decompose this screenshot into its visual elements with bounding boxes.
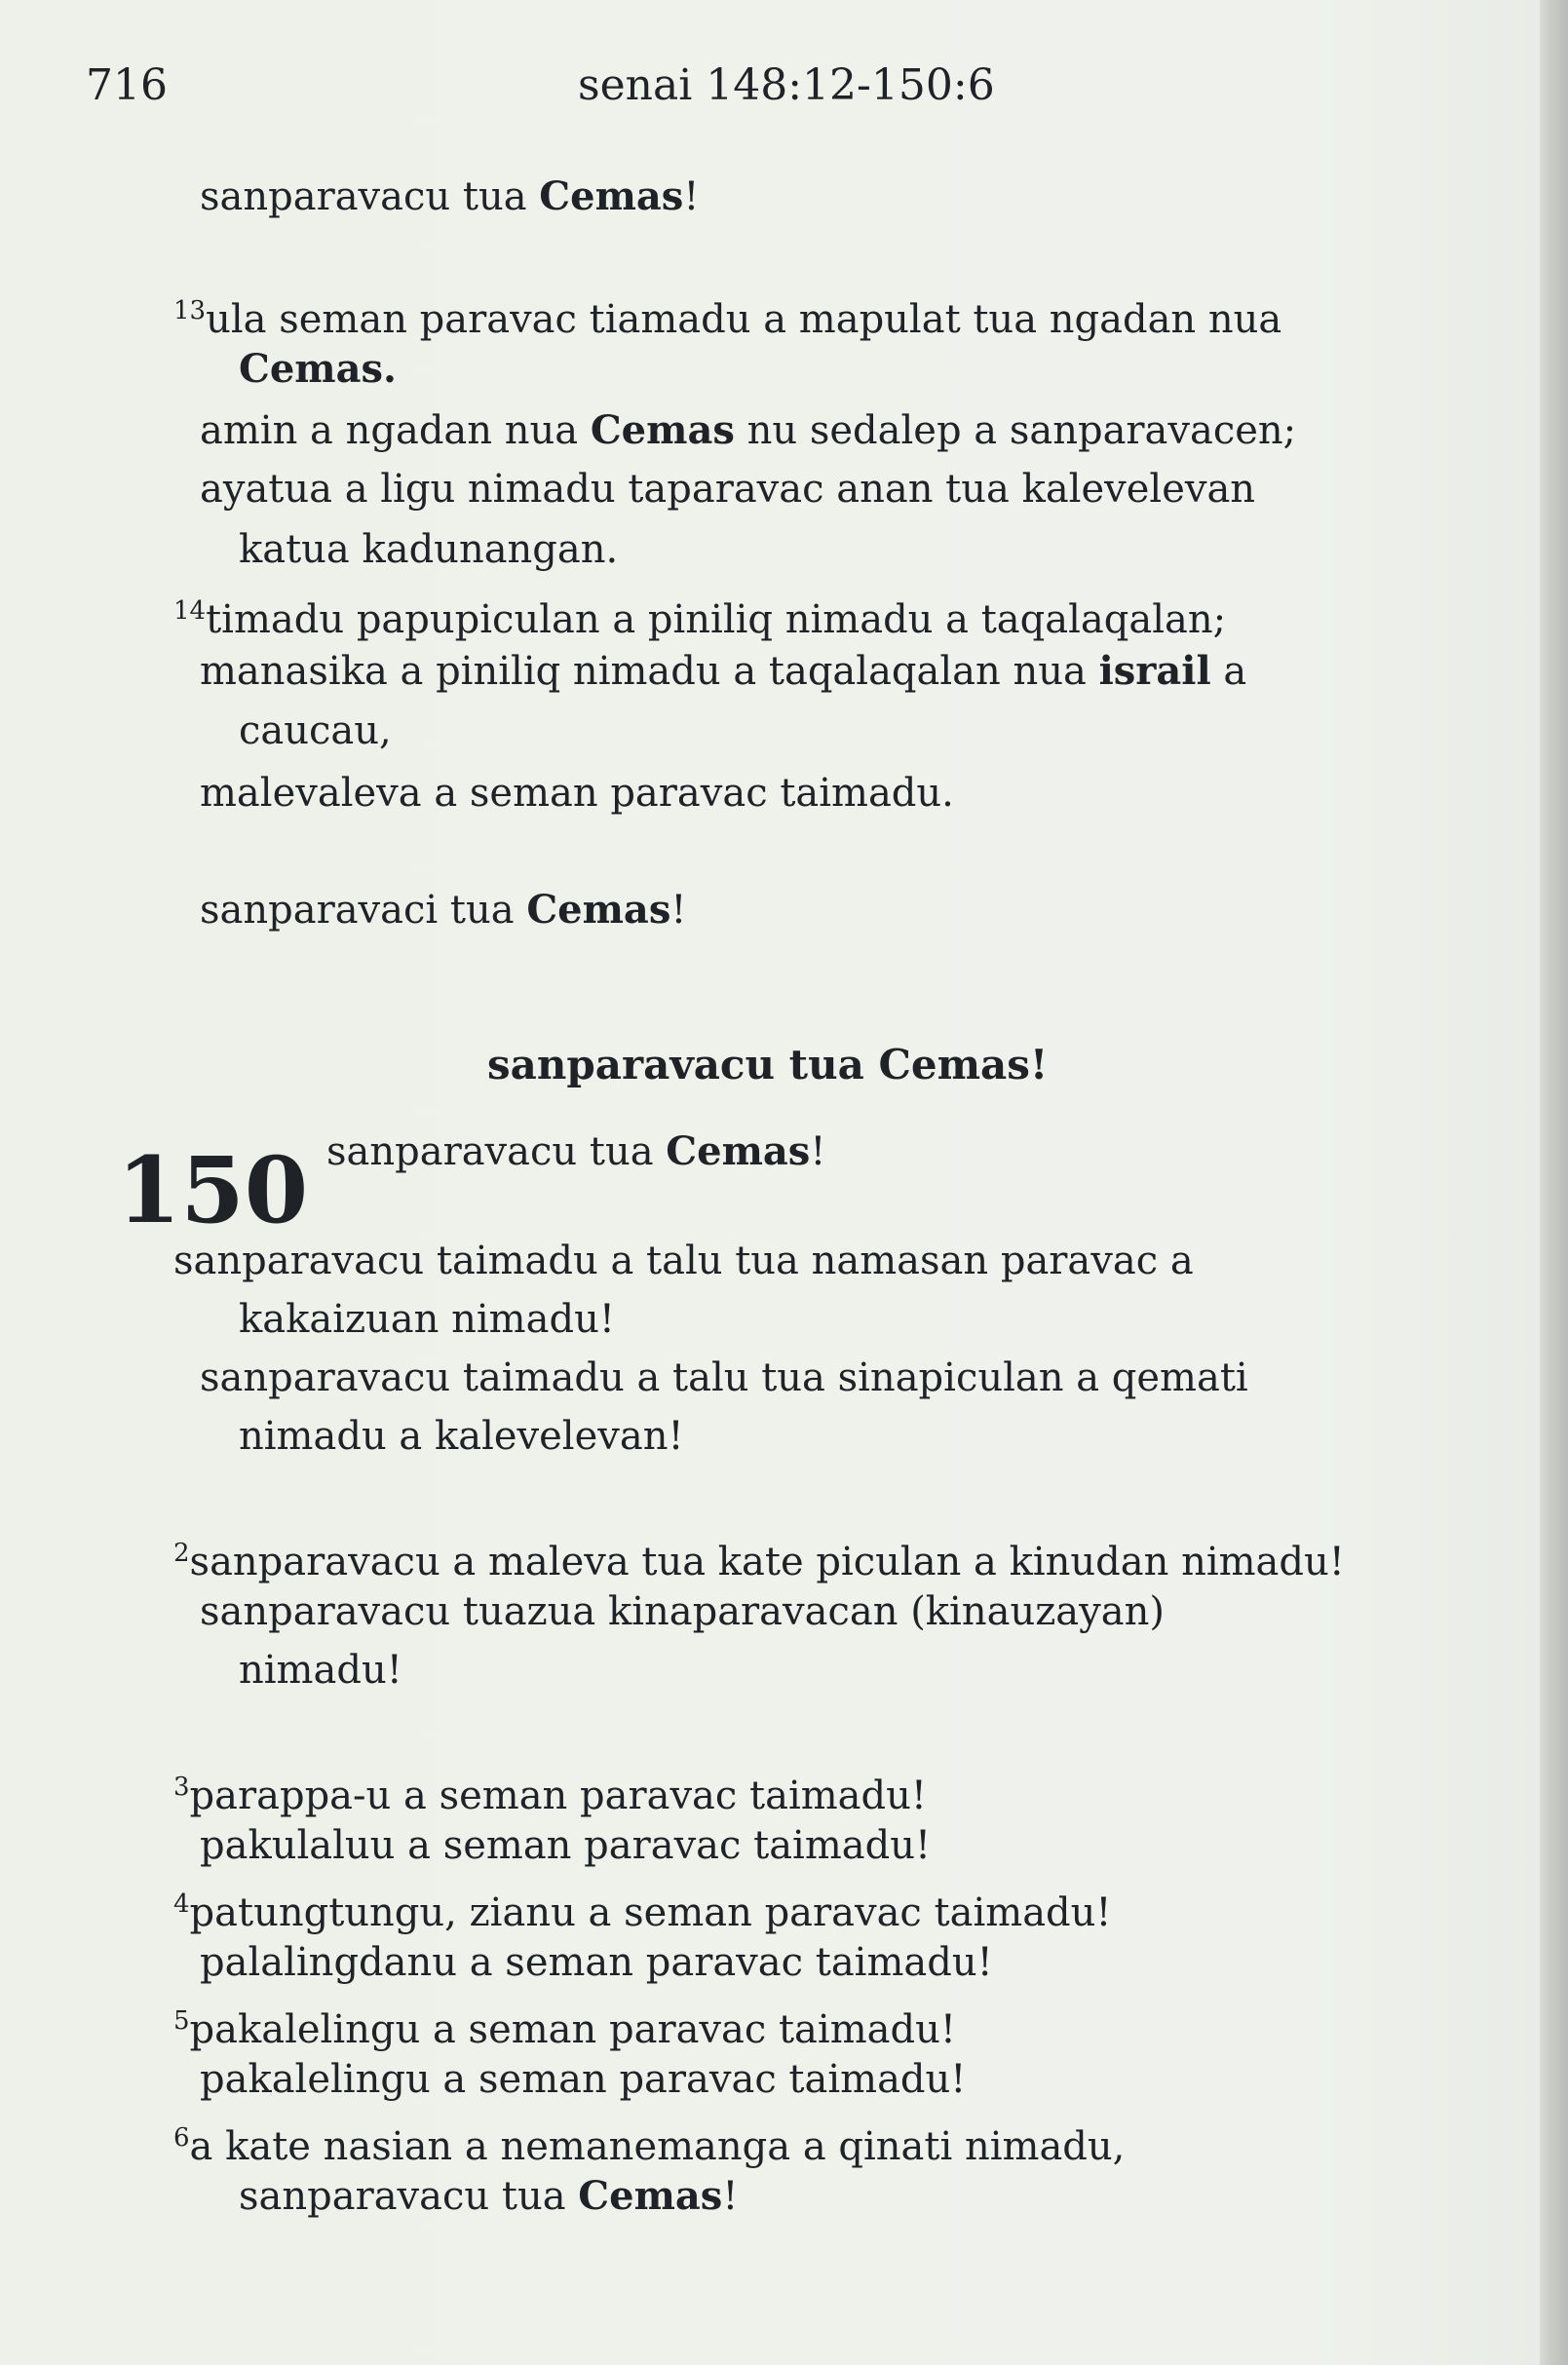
verse-line bbox=[200, 173, 699, 220]
verse-number: 4 bbox=[173, 1889, 190, 1919]
verse-text: katua kadunangan. bbox=[239, 527, 619, 572]
verse-text: nimadu a kalevelevan! bbox=[239, 1414, 684, 1459]
verse-line bbox=[200, 2056, 966, 2103]
bold-word: Cemas bbox=[578, 2173, 723, 2219]
verse-line bbox=[173, 287, 1281, 343]
verse-line bbox=[173, 1238, 1194, 1284]
verse-text: sanparavaci tua bbox=[200, 888, 527, 933]
verse-line bbox=[200, 1822, 931, 1869]
verse-text: a kate nasian a nemanemanga a qinati nimadu, bbox=[189, 2124, 1126, 2169]
verse-text: ! bbox=[810, 1129, 826, 1174]
verse-text: ayatua a ligu nimadu taparavac anan tua kalevelevan bbox=[200, 467, 1256, 512]
verse-text: pakalelingu a seman paravac taimadu! bbox=[200, 2057, 967, 2102]
verse-text: ! bbox=[722, 2174, 739, 2219]
verse-line bbox=[200, 887, 686, 934]
verse-line bbox=[200, 407, 1296, 454]
verse-text: timadu papupiculan a piniliq nimadu a taqalaqalan; bbox=[206, 597, 1227, 642]
verse-number: 3 bbox=[173, 1773, 190, 1802]
verse-text: sanparavacu tua bbox=[239, 2174, 579, 2219]
verse-text: nimadu! bbox=[239, 1648, 402, 1693]
verse-line bbox=[200, 1939, 993, 1986]
verse-line bbox=[326, 1128, 825, 1175]
verse-text: malevaleva a seman paravac taimadu. bbox=[200, 771, 954, 816]
verse-line bbox=[173, 588, 1226, 643]
verse-line bbox=[173, 2115, 1125, 2170]
verse-number: 2 bbox=[173, 1539, 190, 1568]
bold-word: Cemas. bbox=[239, 346, 397, 392]
verse-text: caucau, bbox=[239, 708, 392, 753]
verse-line bbox=[239, 2173, 738, 2220]
running-head: senai 148:12-150:6 bbox=[578, 60, 995, 110]
bold-word: Cemas bbox=[666, 1128, 811, 1174]
verse-number: 13 bbox=[173, 296, 207, 325]
verse-text: pakalelingu a seman paravac taimadu! bbox=[189, 2007, 956, 2052]
verse-line bbox=[200, 770, 954, 817]
verse-text: kakaizuan nimadu! bbox=[239, 1297, 615, 1342]
verse-text: sanparavacu tua bbox=[326, 1129, 667, 1174]
verse-text: a bbox=[1210, 649, 1247, 694]
verse-text: nu sedalep a sanparavacen; bbox=[734, 408, 1297, 453]
verse-line bbox=[239, 1647, 402, 1694]
bold-word: Cemas bbox=[539, 173, 684, 219]
bold-word: Cemas bbox=[590, 407, 735, 453]
verse-text: parappa-u a seman paravac taimadu! bbox=[189, 1774, 927, 1818]
bold-word: israil bbox=[1098, 648, 1211, 694]
verse-text: sanparavacu a maleva tua kate piculan a kinudan nimadu! bbox=[189, 1540, 1345, 1584]
verse-text: manasika a piniliq nimadu a taqalaqalan nua bbox=[200, 649, 1099, 694]
verse-number: 14 bbox=[173, 596, 207, 626]
verse-text: patungtungu, zianu a seman paravac taimadu! bbox=[189, 1890, 1112, 1935]
verse-text: ! bbox=[670, 888, 687, 933]
psalm-heading: sanparavacu tua Cemas! bbox=[487, 1041, 1049, 1088]
verse-number: 5 bbox=[173, 2006, 190, 2036]
verse-text: sanparavacu tuazua kinaparavacan (kinauzayan) bbox=[200, 1589, 1165, 1634]
page-header bbox=[86, 60, 1431, 119]
page-edge bbox=[1540, 0, 1568, 2365]
verse-line bbox=[200, 466, 1255, 513]
verse-text: sanparavacu tua bbox=[200, 174, 540, 219]
verse-line bbox=[173, 1764, 927, 1819]
bold-word: Cemas bbox=[526, 887, 671, 933]
verse-text: ula seman paravac tiamadu a mapulat tua ngadan nua bbox=[206, 297, 1282, 342]
verse-line bbox=[239, 346, 397, 393]
verse-line bbox=[200, 648, 1246, 695]
verse-text: ! bbox=[683, 174, 700, 219]
verse-line bbox=[173, 1530, 1345, 1585]
verse-line bbox=[200, 1354, 1248, 1401]
verse-line bbox=[239, 707, 392, 754]
verse-line bbox=[173, 1998, 956, 2053]
verse-text: amin a ngadan nua bbox=[200, 408, 591, 453]
verse-text: pakulaluu a seman paravac taimadu! bbox=[200, 1823, 932, 1868]
verse-line bbox=[200, 1588, 1165, 1635]
verse-line bbox=[239, 526, 618, 573]
verse-line bbox=[239, 1413, 684, 1460]
verse-text: sanparavacu taimadu a talu tua namasan paravac a bbox=[173, 1239, 1194, 1283]
verse-text: palalingdanu a seman paravac taimadu! bbox=[200, 1940, 993, 1985]
page-number: 716 bbox=[86, 60, 168, 110]
verse-text: sanparavacu taimadu a talu tua sinapiculan a qemati bbox=[200, 1355, 1248, 1400]
chapter-number: 150 bbox=[117, 1137, 309, 1244]
verse-number: 6 bbox=[173, 2123, 190, 2153]
verse-line bbox=[239, 1296, 615, 1343]
verse-line bbox=[173, 1881, 1111, 1936]
